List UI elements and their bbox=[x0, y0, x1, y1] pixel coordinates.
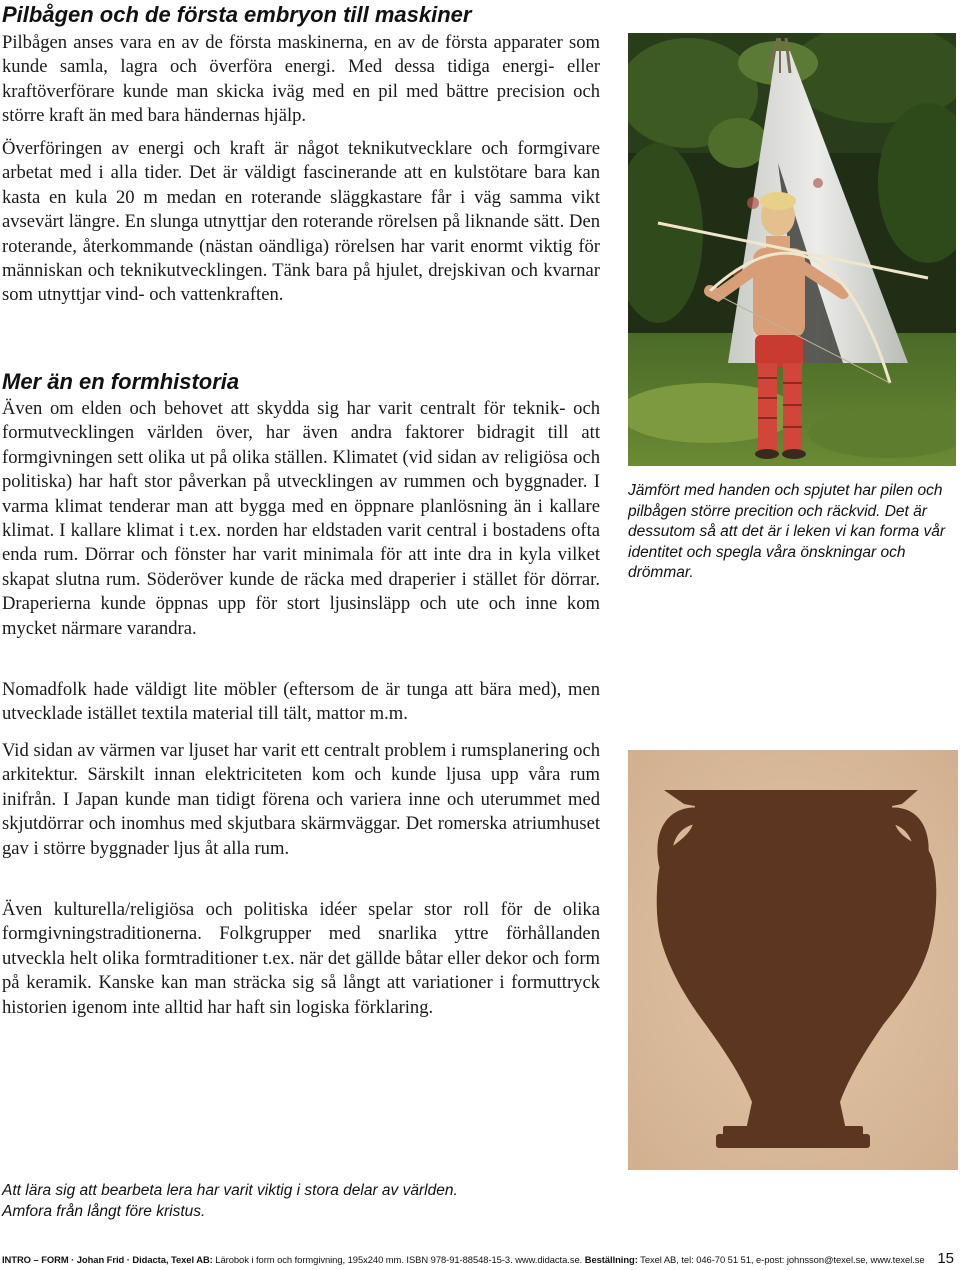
caption-vase-line1: Att lära sig att bearbeta lera har varit viktig i stora delar av världen. bbox=[2, 1182, 458, 1199]
footer-bold-prefix: INTRO – FORM · Johan Frid · Didacta, Texel AB: bbox=[2, 1254, 213, 1265]
footer-book-info: Lärobok i form och formgivning, 195x240 mm. ISBN 978-91-88548-15-3. www.didacta.se. bbox=[212, 1254, 585, 1265]
paragraph-pilbagen-2: Överföringen av energi och kraft är något teknikutvecklare och formgivare arbetat med i alla tider. Det är väldigt fascinerande att en kulstötare bara kan kasta en kula 20 m medan en roterande släggkastare får i väg samma vikt avsevärt längre. En slunga utnyttjar den roterande rörelsen på liknande sätt. Den roterande, återkommande (nästan oändliga) rörelsen har varit enormt viktig för människan och teknikutvecklingen. Tänk bara på hjulet, drejskivan och kvarnar som utnyttjar vind- och vattenkraften. bbox=[2, 138, 600, 306]
section-heading-pilbagen: Pilbågen och de första embryon till maskiner bbox=[2, 2, 472, 27]
paragraph-formhistoria-2: Nomadfolk hade väldigt lite möbler (eftersom de är tunga att bära med), men utvecklade istället textila material till tält, mattor m.m. bbox=[2, 679, 600, 725]
paragraph-formhistoria-3: Vid sidan av värmen var ljuset har varit ett centralt problem i rumsplanering och arkitektur. Särskilt innan elektriciteten kom och kunde ljusa upp våra rum inifrån. I Japan kunde man tidigt förena och variera inne och uterummet med skjutdörrar och inomhus med skjutbara skärmväggar. Det romerska atriumhuset gav i större byggnader ljus åt alla rum. bbox=[2, 740, 600, 859]
footer-order-info: Texel AB, tel: 046-70 51 51, e-post: johnsson@texel.se, www.texel.se bbox=[637, 1254, 925, 1265]
photo-child-with-bow bbox=[628, 33, 956, 466]
footer-order-label: Beställning: bbox=[584, 1254, 638, 1265]
caption-photo: Jämfört med handen och spjutet har pilen och pilbågen större precition och räckvid. Det är dessutom så att det är i leken vi kan forma vår identitet och spegla våra önskningar och drömmar. bbox=[628, 482, 946, 582]
page-number: 15 bbox=[937, 1250, 954, 1267]
image-amphora bbox=[628, 750, 958, 1170]
page-footer bbox=[0, 1252, 960, 1270]
paragraph-pilbagen-1: Pilbågen anses vara en av de första maskinerna, en av de första apparater som kunde samla, lagra och överföra energi. Med dessa tidiga energi- eller kraftöverförare kunde man skicka iväg med en pil med bättre precision och större kraft än med bara händernas hjälp. bbox=[2, 32, 600, 127]
paragraph-formhistoria-4: Även kulturella/religiösa och politiska idéer spelar stor roll för de olika formgivningstraditionerna. Folkgrupper med snarlika yttre förhållanden utveckla helt olika formtraditioner t.ex. när det gällde båtar eller dekor och form på keramik. Kanske kan man sträcka sig så långt att variationer i formuttryck historien igenom inte alltid har haft sin logiska förklaring. bbox=[2, 899, 600, 1018]
footer-publication-info bbox=[2, 1254, 925, 1266]
caption-vase-line2: Amfora från långt före kristus. bbox=[2, 1203, 206, 1220]
paragraph-formhistoria-1: Även om elden och behovet att skydda sig har varit centralt för teknik- och formutvecklingen världen över, har även andra faktorer bidragit till att formgivningen sett olika ut på olika ställen. Klimatet (vid sidan av religiösa och politiska) har haft stor påverkan på utvecklingen av rummen och byggnader. I varma klimat tenderar man att bygga med en öppnare planlösning än i kallare klimat. I kallare klimat i t.ex. norden har eldstaden varit central i bostadens ofta enda rum. Dörrar och fönster har varit minimala för att inte dra in kyla vilket skapat slutna rum. Söderöver kunde de räcka med draperier i stället för dörrar. Draperierna kunde öppnas upp för stort ljusinsläpp och ute och inne kom mycket närmare varandra. bbox=[2, 398, 600, 639]
section-heading-formhistoria: Mer än en formhistoria bbox=[2, 369, 240, 394]
